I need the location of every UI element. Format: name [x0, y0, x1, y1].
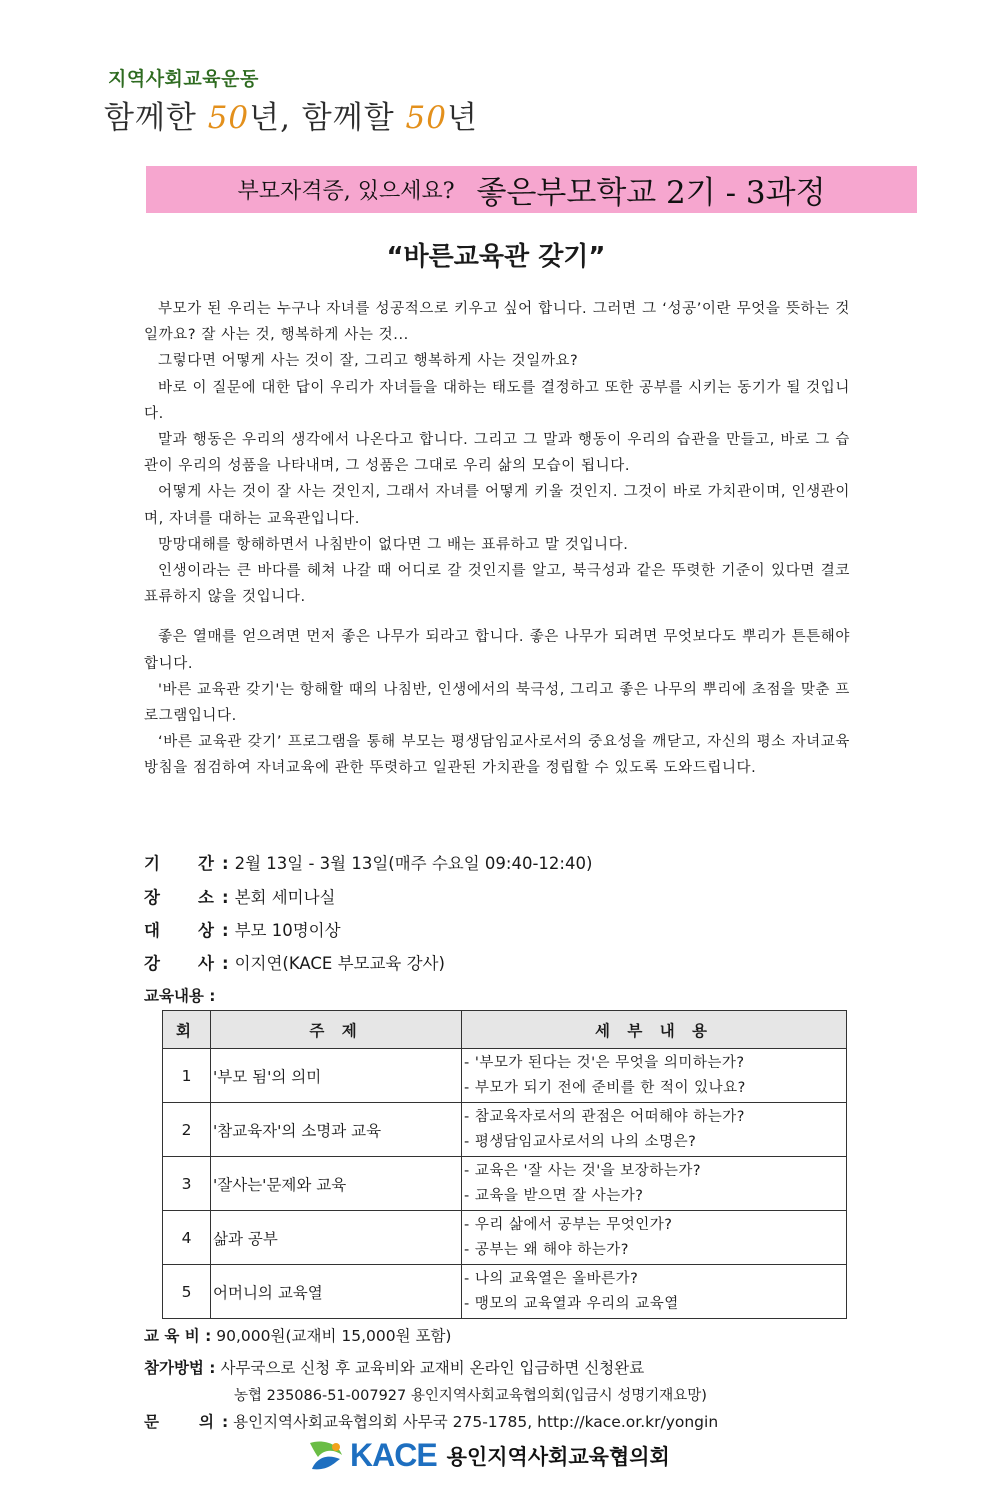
slogan-number: 50	[207, 100, 250, 136]
info-value: 본회 세미나실	[234, 888, 336, 907]
detail-line: - 맹모의 교육열과 우리의 교육열	[464, 1295, 679, 1312]
session-number: 1	[163, 1049, 211, 1103]
paragraph: 그렇다면 어떻게 사는 것이 잘, 그리고 행복하게 사는 것일까요?	[158, 353, 579, 370]
session-topic: 어머니의 교육열	[211, 1265, 462, 1319]
session-details	[462, 1211, 847, 1265]
detail-line: - 참교육자로서의 관점은 어떠해야 하는가?	[464, 1108, 745, 1125]
detail-line: - 평생담임교사로서의 나의 소명은?	[464, 1133, 697, 1150]
session-number: 2	[163, 1103, 211, 1157]
session-topic: '잘사는'문제와 교육	[211, 1157, 462, 1211]
session-topic: 삶과 공부	[211, 1211, 462, 1265]
info-place: 장 소 : 본회 세미나실	[144, 884, 336, 908]
info-label: 대 상	[144, 921, 214, 940]
info-target: 대 상 : 부모 10명이상	[144, 917, 341, 941]
method-label: 참가방법 :	[144, 1359, 216, 1377]
table-row	[163, 1265, 847, 1319]
session-details	[462, 1265, 847, 1319]
info-label: 장 소	[144, 888, 214, 907]
fee-value: 90,000원(교재비 15,000원 포함)	[216, 1327, 452, 1345]
kace-emblem-icon	[306, 1439, 346, 1473]
session-number: 3	[163, 1157, 211, 1211]
paragraph: ‘바른 교육관 갖기’ 프로그램을 통해 부모는 평생담임교사로서의 중요성을 깨닫고, 자신의 평소 자녀교육 방침을 점검하여 자녀교육에 관한 뚜렷하고 일관된 가치관을 정립할 수 있도록 도와드립니다.	[144, 734, 850, 777]
info-value: 2월 13일 - 3월 13일(매주 수요일 09:40-12:40)	[234, 854, 593, 873]
program-banner	[146, 166, 917, 213]
info-label: 기 간	[144, 854, 214, 873]
paragraph: 바로 이 질문에 대한 답이 우리가 자녀들을 대하는 태도를 결정하고 또한 공부를 시키는 동기가 될 것입니다.	[144, 379, 850, 422]
paragraph: 망망대해를 항해하면서 나침반이 없다면 그 배는 표류하고 말 것입니다.	[158, 536, 629, 553]
paragraph: 좋은 열매를 얻으려면 먼저 좋은 나무가 되라고 합니다. 좋은 나무가 되려면 무엇보다도 뿌리가 튼튼해야 합니다.	[144, 629, 850, 672]
intro-text	[144, 296, 850, 782]
paragraph: 부모가 된 우리는 누구나 자녀를 성공적으로 키우고 싶어 합니다. 그러면 그 ‘성공’이란 무엇을 뜻하는 것일까요? 잘 사는 것, 행복하게 사는 것...	[144, 301, 850, 344]
contact-label: 문 의	[144, 1413, 214, 1431]
paragraph: 어떻게 사는 것이 잘 사는 것인지, 그래서 자녀를 어떻게 키울 것인지. 그것이 바로 가치관이며, 인생관이며, 자녀를 대하는 교육관입니다.	[144, 484, 850, 527]
organization-name: 용인지역사회교육협의회	[446, 1444, 670, 1469]
table-row	[163, 1211, 847, 1265]
info-label: 강 사	[144, 954, 214, 973]
session-details	[462, 1103, 847, 1157]
course-title: “바른교육관 갖기”	[386, 242, 606, 272]
slogan-part: 함께한	[104, 100, 208, 136]
session-number: 4	[163, 1211, 211, 1265]
paragraph: 인생이라는 큰 바다를 헤쳐 나갈 때 어디로 갈 것인지를 알고, 북극성과 같은 뚜렷한 기준이 있다면 결코 표류하지 않을 것입니다.	[144, 563, 850, 606]
session-details	[462, 1157, 847, 1211]
info-value: 이지연(KACE 부모교육 강사)	[234, 954, 445, 973]
detail-line: - 부모가 되기 전에 준비를 한 적이 있나요?	[464, 1079, 746, 1096]
detail-line: - 우리 삶에서 공부는 무엇인가?	[464, 1216, 673, 1233]
slogan-number: 50	[405, 100, 447, 136]
paragraph: 말과 행동은 우리의 생각에서 나온다고 합니다. 그리고 그 말과 행동이 우리의 습관을 만들고, 바로 그 습관이 우리의 성품을 나타내며, 그 성품은 그대로 우리 삶의 모습이 됩니다.	[144, 432, 850, 475]
table-row	[163, 1103, 847, 1157]
session-topic: '부모 됨'의 의미	[211, 1049, 462, 1103]
fee-label: 교 육 비 :	[144, 1327, 212, 1345]
detail-line: - 공부는 왜 해야 하는가?	[464, 1241, 629, 1258]
banner-subtitle: 부모자격증, 있으세요?	[237, 179, 455, 204]
detail-line: - 교육을 받으면 잘 사는가?	[464, 1187, 644, 1204]
footer-logo	[306, 1437, 670, 1474]
bank-account: 농협 235086-51-007927 용인지역사회교육협의회(입금시 성명기재요망)	[234, 1388, 707, 1404]
session-details	[462, 1049, 847, 1103]
slogan-part: 년, 함께할	[249, 100, 406, 136]
banner-title: 좋은부모학교 2기 - 3과정	[476, 175, 826, 211]
contact-value[interactable]: 용인지역사회교육협의회 사무국 275-1785, http://kace.or.kr/yongin	[233, 1413, 719, 1431]
fee-line	[144, 1324, 451, 1346]
movement-tagline: 지역사회교육운동	[108, 68, 259, 90]
table-row	[163, 1049, 847, 1103]
contact-line: 문 의 : 용인지역사회교육협의회 사무국 275-1785, http://kace.or.kr/yongin	[144, 1410, 718, 1432]
session-number: 5	[163, 1265, 211, 1319]
detail-line: - 교육은 '잘 사는 것'을 보장하는가?	[464, 1162, 702, 1179]
method-value: 사무국으로 신청 후 교육비와 교재비 온라인 입금하면 신청완료	[220, 1359, 645, 1377]
info-lecturer: 강 사 : 이지연(KACE 부모교육 강사)	[144, 950, 445, 974]
slogan-part: 년	[446, 100, 478, 136]
kace-logo-text: KACE	[350, 1437, 437, 1473]
curriculum-table	[162, 1010, 847, 1319]
column-header-details: 세 부 내 용	[462, 1011, 847, 1049]
curriculum-label: 교육내용 :	[144, 987, 216, 1005]
column-header-session: 회	[163, 1011, 211, 1049]
column-header-topic: 주 제	[211, 1011, 462, 1049]
session-topic: '참교육자'의 소명과 교육	[211, 1103, 462, 1157]
paragraph: '바른 교육관 갖기'는 항해할 때의 나침반, 인생에서의 북극성, 그리고 좋은 나무의 뿌리에 초점을 맞춘 프로그램입니다.	[144, 681, 850, 725]
detail-line: - 나의 교육열은 올바른가?	[464, 1270, 639, 1287]
table-header-row	[163, 1011, 847, 1049]
method-line	[144, 1356, 644, 1378]
detail-line: - '부모가 된다는 것'은 무엇을 의미하는가?	[464, 1054, 745, 1071]
info-period: 기 간 : 2월 13일 - 3월 13일(매주 수요일 09:40-12:40)	[144, 850, 592, 874]
anniversary-slogan	[104, 92, 478, 137]
info-value: 부모 10명이상	[234, 921, 341, 940]
table-row	[163, 1157, 847, 1211]
